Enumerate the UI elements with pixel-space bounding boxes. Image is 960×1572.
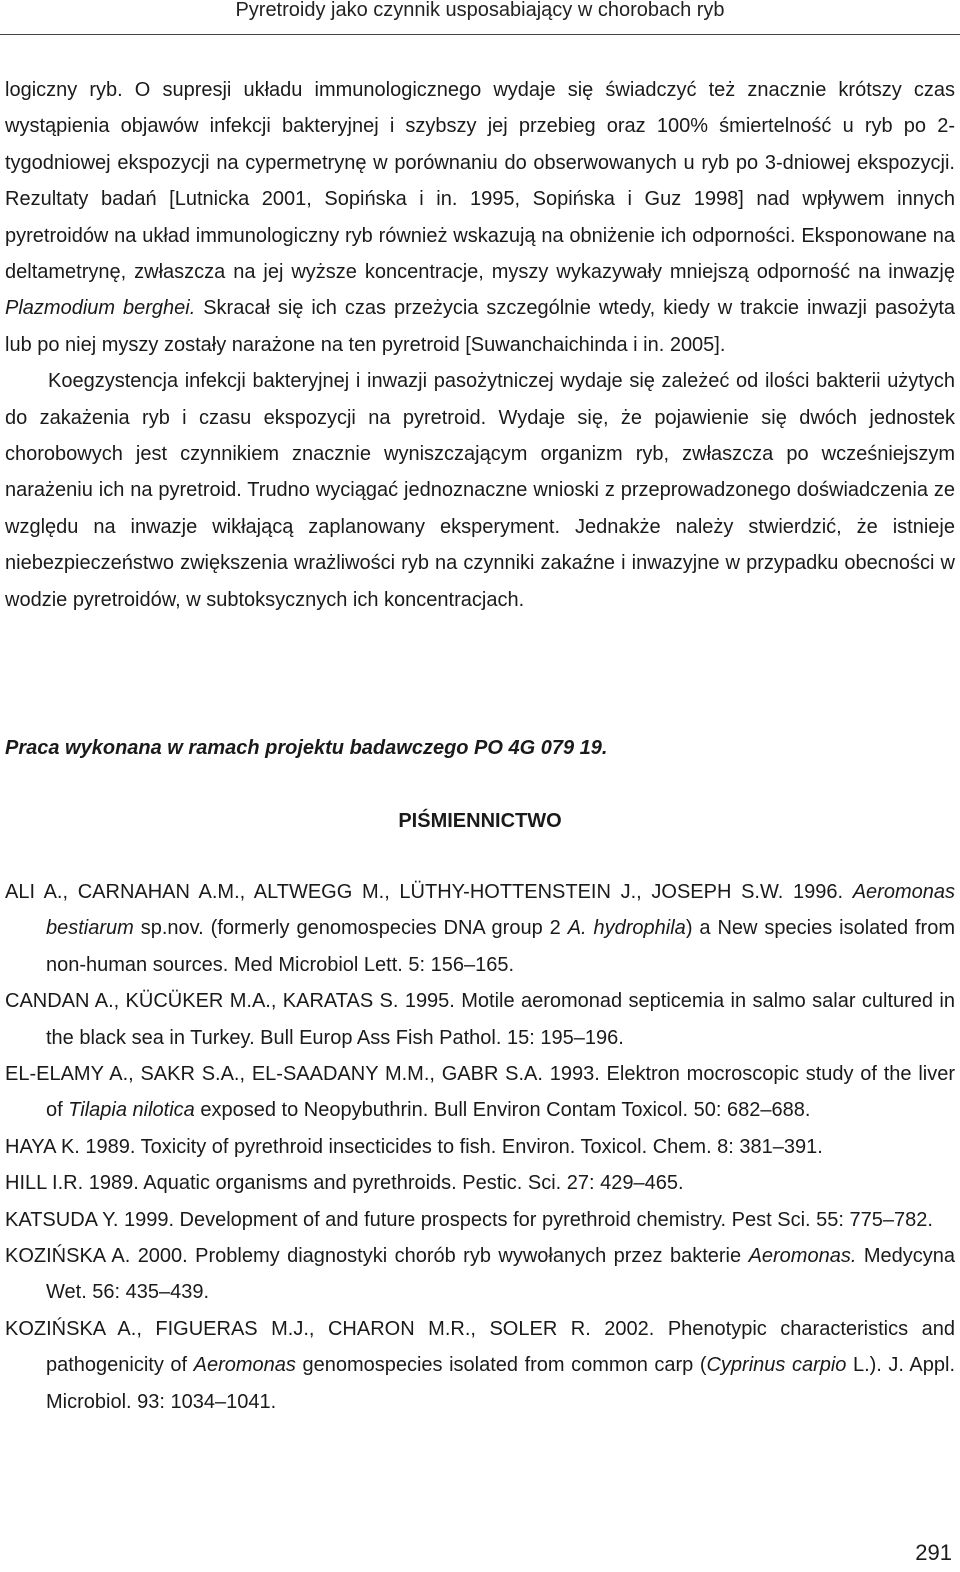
reference-italic: Cyprinus carpio bbox=[706, 1354, 847, 1377]
body-paragraph bbox=[5, 72, 955, 363]
reference-italic: Aeromonas bestiarum bbox=[46, 881, 955, 940]
reference-item bbox=[5, 1056, 955, 1129]
reference-text: KATSUDA Y. 1999. Development of and future prospects for pyrethroid chemistry. Pest Sci. 55: 775–782. bbox=[5, 1208, 933, 1231]
reference-text: sp.nov. (formerly genomospecies DNA group 2 bbox=[133, 917, 568, 940]
header-divider bbox=[0, 34, 960, 35]
reference-item bbox=[5, 1238, 955, 1311]
reference-item bbox=[5, 1129, 955, 1165]
funding-note: Praca wykonana w ramach projektu badawczego PO 4G 079 19. bbox=[5, 737, 608, 759]
running-header: Pyretroidy jako czynnik usposabiający w chorobach ryb bbox=[235, 0, 725, 21]
reference-text: ALI A., CARNAHAN A.M., ALTWEGG M., LÜTHY-HOTTENSTEIN J., JOSEPH S.W. 1996. bbox=[5, 881, 853, 903]
reference-text: L.). J. Appl. Microbiol. 93: 1034–1041. bbox=[46, 1354, 955, 1413]
reference-text: HILL I.R. 1989. Aquatic organisms and pyrethroids. Pestic. Sci. 27: 429–465. bbox=[5, 1172, 684, 1195]
reference-text: HAYA K. 1989. Toxicity of pyrethroid insecticides to fish. Environ. Toxicol. Chem. 8: 381–391. bbox=[5, 1135, 823, 1158]
reference-item bbox=[5, 1202, 955, 1238]
reference-text: ) a New species isolated from non-human sources. Med Microbiol Lett. 5: 156–165. bbox=[46, 917, 955, 976]
body-paragraph bbox=[5, 363, 955, 618]
reference-text: CANDAN A., KÜCÜKER M.A., KARATAS S. 1995. Motile aeromonad septicemia in salmo salar cultured in the black sea in Turkey. Bull Europ Ass Fish Pathol. 15: 195–196. bbox=[5, 990, 955, 1049]
reference-italic: Aeromonas. bbox=[748, 1245, 857, 1268]
reference-text: exposed to Neopybuthrin. Bull Environ Contam Toxicol. 50: 682–688. bbox=[194, 1099, 811, 1122]
reference-italic: Aeromonas bbox=[193, 1354, 296, 1377]
reference-text: EL-ELAMY A., SAKR S.A., EL-SAADANY M.M., GABR S.A. 1993. Elektron mocroscopic study of the liver of bbox=[5, 1063, 955, 1122]
reference-item bbox=[5, 1165, 955, 1201]
paragraph-text: Koegzystencja infekcji bakteryjnej i inwazji pasożytniczej wydaje się zależeć od ilości bakterii użytych do zakażenia ryb i czasu ekspozycji na pyretroid. Wydaje się, że pojawienie się dwóch jednostek chorobowych jest czynnikiem znacznie wyniszczającym organizm ryb, zwłaszcza po wcześniejszym narażeniu ich na pyretroid. Trudno wyciągać jednoznaczne wnioski z przeprowadzonego doświadczenia ze względu na inwazje wikłającą zaplanowany eksperyment. Jednakże należy stwierdzić, że istnieje niebezpieczeństwo zwiększenia wrażliwości ryb na czynniki zakaźne i inwazyjne w przypadku obecności w wodzie pyretroidów, w subtoksycznych ich koncentracjach. bbox=[5, 370, 955, 611]
body-text bbox=[5, 72, 955, 618]
paragraph-text: Skracał się ich czas przeżycia szczególnie wtedy, kiedy w trakcie inwazji pasożyta lub po niej myszy zostały narażone na ten pyretroid [Suwanchaichinda i in. 2005]. bbox=[5, 297, 955, 356]
reference-text: KOZIŃSKA A., FIGUERAS M.J., CHARON M.R., SOLER R. 2002. Phenotypic characteristics and pathogenicity of bbox=[5, 1317, 955, 1377]
species-name: Plazmodium berghei. bbox=[5, 297, 196, 320]
reference-item bbox=[5, 874, 955, 983]
reference-text: KOZIŃSKA A. 2000. Problemy diagnostyki chorób ryb wywołanych przez bakterie bbox=[5, 1245, 749, 1268]
reference-italic: A. hydrophila bbox=[567, 917, 686, 940]
paragraph-text: logiczny ryb. O supresji układu immunologicznego wydaje się świadczyć też znacznie krótszy czas wystąpienia objawów infekcji bakteryjnej i szybszy jej przebieg oraz 100% śmiertelność u ryb po 2-tygodniowej ekspozycji na cypermetrynę w porównaniu do obserwowanych u ryb po 3-dniowej ekspozycji. Rezultaty badań [Lutnicka 2001, Sopińska i in. 1995, Sopińska i Guz 1998] nad wpływem innych pyretroidów na układ immunologiczny ryb również wskazują na obniżenie ich odporności. Eksponowane na deltametrynę, zwłaszcza na jej wyższe koncentracje, myszy wykazywały mniejszą odporność na inwazję bbox=[5, 79, 955, 284]
page-number: 291 bbox=[915, 1540, 952, 1565]
reference-list bbox=[5, 874, 955, 1420]
section-heading: PIŚMIENNICTWO bbox=[398, 810, 562, 832]
reference-item bbox=[5, 1311, 955, 1420]
reference-text: Medycyna Wet. 56: 435–439. bbox=[46, 1245, 955, 1304]
reference-item bbox=[5, 983, 955, 1056]
reference-text: genomospecies isolated from common carp ( bbox=[295, 1354, 707, 1377]
reference-italic: Tilapia nilotica bbox=[68, 1099, 195, 1122]
